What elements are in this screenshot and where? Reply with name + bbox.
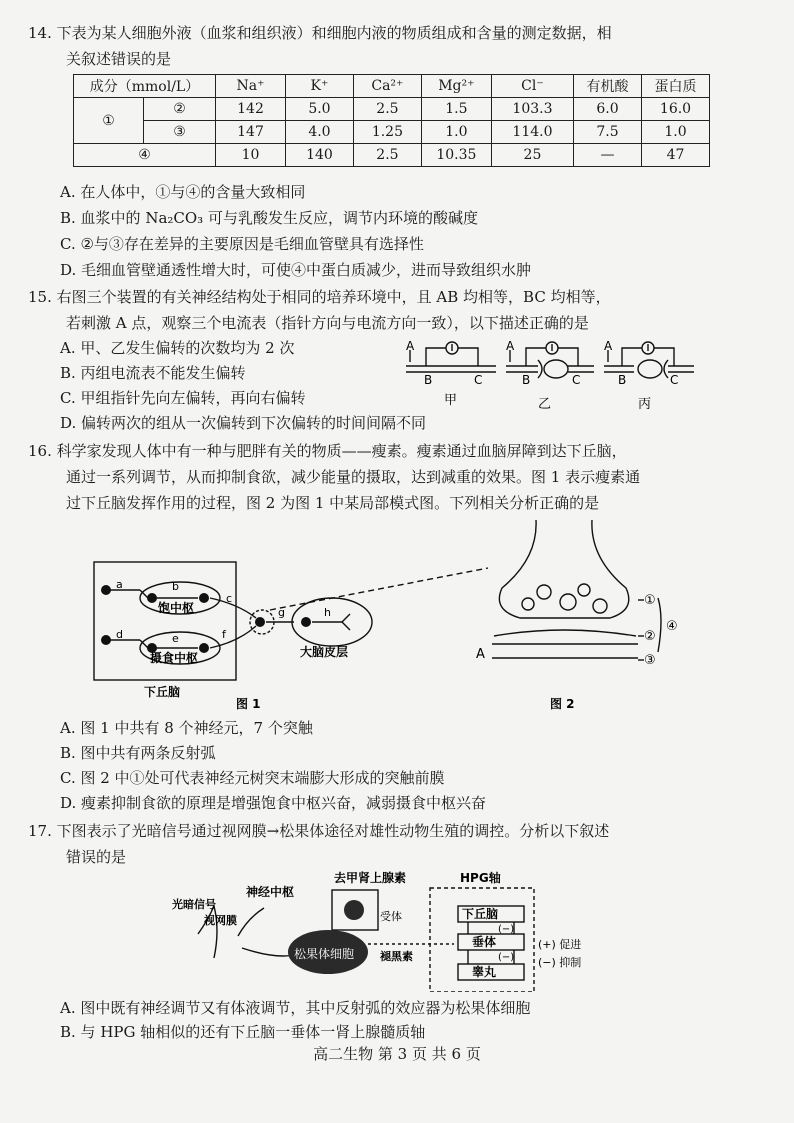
- fig17-legend-inhibit: (−) 抑制: [538, 956, 582, 969]
- fig1-label-a: a: [116, 578, 123, 591]
- fig15-label-c: C: [670, 373, 679, 387]
- fig1-label-c: c: [226, 592, 233, 605]
- fig1-label-f: f: [222, 628, 226, 641]
- fig1-feeding-center: 摄食中枢: [150, 651, 199, 665]
- table-cell: 147: [216, 121, 286, 144]
- table-cell: 6.0: [574, 98, 642, 121]
- fig2-label-1: ①: [644, 593, 656, 608]
- fig15-caption-jia: 甲: [444, 393, 458, 408]
- table-cell: 4.0: [285, 121, 353, 144]
- table-group-label: ①: [74, 98, 144, 144]
- fig17-testis: 睾丸: [472, 965, 497, 979]
- table-cell: 1.5: [421, 98, 491, 121]
- fig15-label-b: B: [522, 373, 531, 387]
- fig2-label-2: ②: [644, 629, 656, 644]
- table-header-cell: Mg²⁺: [421, 75, 491, 98]
- table-header-cell: Cl⁻: [491, 75, 573, 98]
- q16-stem-line2: 通过一系列调节，从而抑制食欲，减少能量的摄取，达到减重的效果。图 1 表示瘦素通: [66, 468, 641, 486]
- q17-figure: [168, 868, 608, 992]
- table-header-cell: Ca²⁺: [353, 75, 421, 98]
- q14-option-d: D. 毛细血管壁通透性增大时，可使④中蛋白质减少，进而导致组织水肿: [60, 261, 532, 279]
- fig2-label-4: ④: [666, 619, 678, 634]
- fig1-label-g: g: [278, 606, 285, 619]
- fig17-hpg-axis: HPG轴: [460, 871, 501, 885]
- fig15-label-a: A: [406, 339, 415, 353]
- fig15-label-c: C: [572, 373, 581, 387]
- fig1-label-d: d: [116, 628, 123, 641]
- table-header-cell: 成分（mmol/L）: [74, 75, 216, 98]
- table-cell: 10.35: [421, 144, 491, 167]
- fig17-norepinephrine: 去甲肾上腺素: [334, 871, 407, 885]
- q15-option-a: A. 甲、乙发生偏转的次数均为 2 次: [60, 339, 295, 357]
- table-row-label: ②: [143, 98, 215, 121]
- table-row: [74, 121, 710, 144]
- page-footer: 高二生物 第 3 页 共 6 页: [313, 1045, 481, 1063]
- table-cell: 1.25: [353, 121, 421, 144]
- table-header-cell: K⁺: [285, 75, 353, 98]
- fig17-minus: (−): [498, 952, 515, 963]
- fig17-retina: 视网膜: [204, 914, 237, 927]
- table-cell: 1.0: [641, 121, 709, 144]
- table-cell: 2.5: [353, 98, 421, 121]
- table-cell: —: [574, 144, 642, 167]
- table-cell: 114.0: [491, 121, 573, 144]
- table-cell: 10: [216, 144, 286, 167]
- table-cell: 103.3: [491, 98, 573, 121]
- fig17-pituitary: 垂体: [472, 935, 497, 949]
- fig17-legend-promote: (+) 促进: [538, 938, 582, 951]
- fig1-label-e: e: [172, 632, 179, 645]
- q17-option-b: B. 与 HPG 轴相似的还有下丘脑一垂体一肾上腺髓质轴: [60, 1023, 426, 1041]
- table-header-cell: Na⁺: [216, 75, 286, 98]
- q15-figure: [398, 338, 698, 412]
- table-cell: 47: [641, 144, 709, 167]
- q16-stem-line3: 过下丘脑发挥作用的过程，图 2 为图 1 中某局部模式图。下列相关分析正确的是: [66, 494, 600, 512]
- fig15-caption-yi: 乙: [538, 397, 552, 412]
- table-cell: 5.0: [285, 98, 353, 121]
- fig17-hypothalamus: 下丘脑: [462, 907, 499, 921]
- q16-option-a: A. 图 1 中共有 8 个神经元，7 个突触: [60, 719, 313, 737]
- fig15-caption-bing: 丙: [638, 397, 652, 412]
- table-cell: 1.0: [421, 121, 491, 144]
- table-cell: 7.5: [574, 121, 642, 144]
- table-cell: 25: [491, 144, 573, 167]
- fig17-light-signal: 光暗信号: [172, 898, 216, 911]
- fig1-caption: 图 1: [236, 697, 261, 711]
- q16-option-c: C. 图 2 中①处可代表神经元树突末端膨大形成的突触前膜: [60, 769, 445, 787]
- table-row: [74, 144, 710, 167]
- table-cell: 142: [216, 98, 286, 121]
- fig2-label-a: A: [476, 647, 485, 662]
- composition-table: [73, 74, 710, 167]
- fig15-label-b: B: [424, 373, 433, 387]
- q15-option-d: D. 偏转两次的组从一次偏转到下次偏转的时间间隔不同: [60, 414, 427, 432]
- fig17-nerve-center: 神经中枢: [246, 885, 295, 899]
- table-header-cell: 蛋白质: [641, 75, 709, 98]
- fig15-label-c: C: [474, 373, 483, 387]
- fig17-receptor: 受体: [380, 910, 402, 923]
- q14-option-b: B. 血浆中的 Na₂CO₃ 可与乳酸发生反应，调节内环境的酸碱度: [60, 209, 478, 227]
- table-cell: 140: [285, 144, 353, 167]
- q16-option-b: B. 图中共有两条反射弧: [60, 744, 216, 762]
- q16-stem-line1: 16. 科学家发现人体中有一种与肥胖有关的物质——瘦素。瘦素通过血脑屏障到达下丘脑，: [28, 442, 627, 460]
- q15-option-b: B. 丙组电流表不能发生偏转: [60, 364, 246, 382]
- q15-stem-line2: 若刺激 A 点，观察三个电流表（指针方向与电流方向一致），以下描述正确的是: [66, 314, 589, 332]
- q15-option-c: C. 甲组指针先向左偏转，再向右偏转: [60, 389, 306, 407]
- table-cell: 16.0: [641, 98, 709, 121]
- fig2-caption: 图 2: [550, 697, 575, 711]
- fig17-melatonin: 褪黑素: [380, 950, 413, 963]
- table-row-label: ④: [74, 144, 216, 167]
- q14-option-c: C. ②与③存在差异的主要原因是毛细血管壁具有选择性: [60, 235, 424, 253]
- q14-option-a: A. 在人体中，①与④的含量大致相同: [60, 183, 306, 201]
- q14-stem-line2: 关叙述错误的是: [66, 50, 172, 68]
- table-cell: 2.5: [353, 144, 421, 167]
- fig17-pineal-cell: 松果体细胞: [294, 947, 355, 961]
- table-row-label: ③: [143, 121, 215, 144]
- q15-stem-line1: 15. 右图三个装置的有关神经结构处于相同的培养环境中，且 AB 均相等，BC 均相等，: [28, 288, 611, 306]
- fig1-label-h: h: [324, 606, 331, 619]
- q14-stem-line1: 14. 下表为某人细胞外液（血浆和组织液）和细胞内液的物质组成和含量的测定数据，相: [28, 24, 612, 42]
- q16-figures: [88, 518, 688, 714]
- fig15-label-b: B: [618, 373, 627, 387]
- table-header-row: [74, 75, 710, 98]
- fig1-satiety-center: 饱中枢: [158, 601, 195, 615]
- q17-stem-line2: 错误的是: [66, 848, 127, 866]
- fig1-hypothalamus: 下丘脑: [144, 685, 181, 699]
- q16-option-d: D. 瘦素抑制食欲的原理是增强饱食中枢兴奋，减弱摄食中枢兴奋: [60, 794, 487, 812]
- fig1-cerebral-cortex: 大脑皮层: [300, 645, 349, 659]
- fig17-minus: (−): [498, 924, 515, 935]
- q17-option-a: A. 图中既有神经调节又有体液调节，其中反射弧的效应器为松果体细胞: [60, 999, 531, 1017]
- table-row: [74, 98, 710, 121]
- fig15-label-a: A: [506, 339, 515, 353]
- fig2-label-3: ③: [644, 653, 656, 668]
- table-header-cell: 有机酸: [574, 75, 642, 98]
- fig1-label-b: b: [172, 580, 179, 593]
- fig15-label-a: A: [604, 339, 613, 353]
- q17-stem-line1: 17. 下图表示了光暗信号通过视网膜→松果体途径对雄性动物生殖的调控。分析以下叙述: [28, 822, 610, 840]
